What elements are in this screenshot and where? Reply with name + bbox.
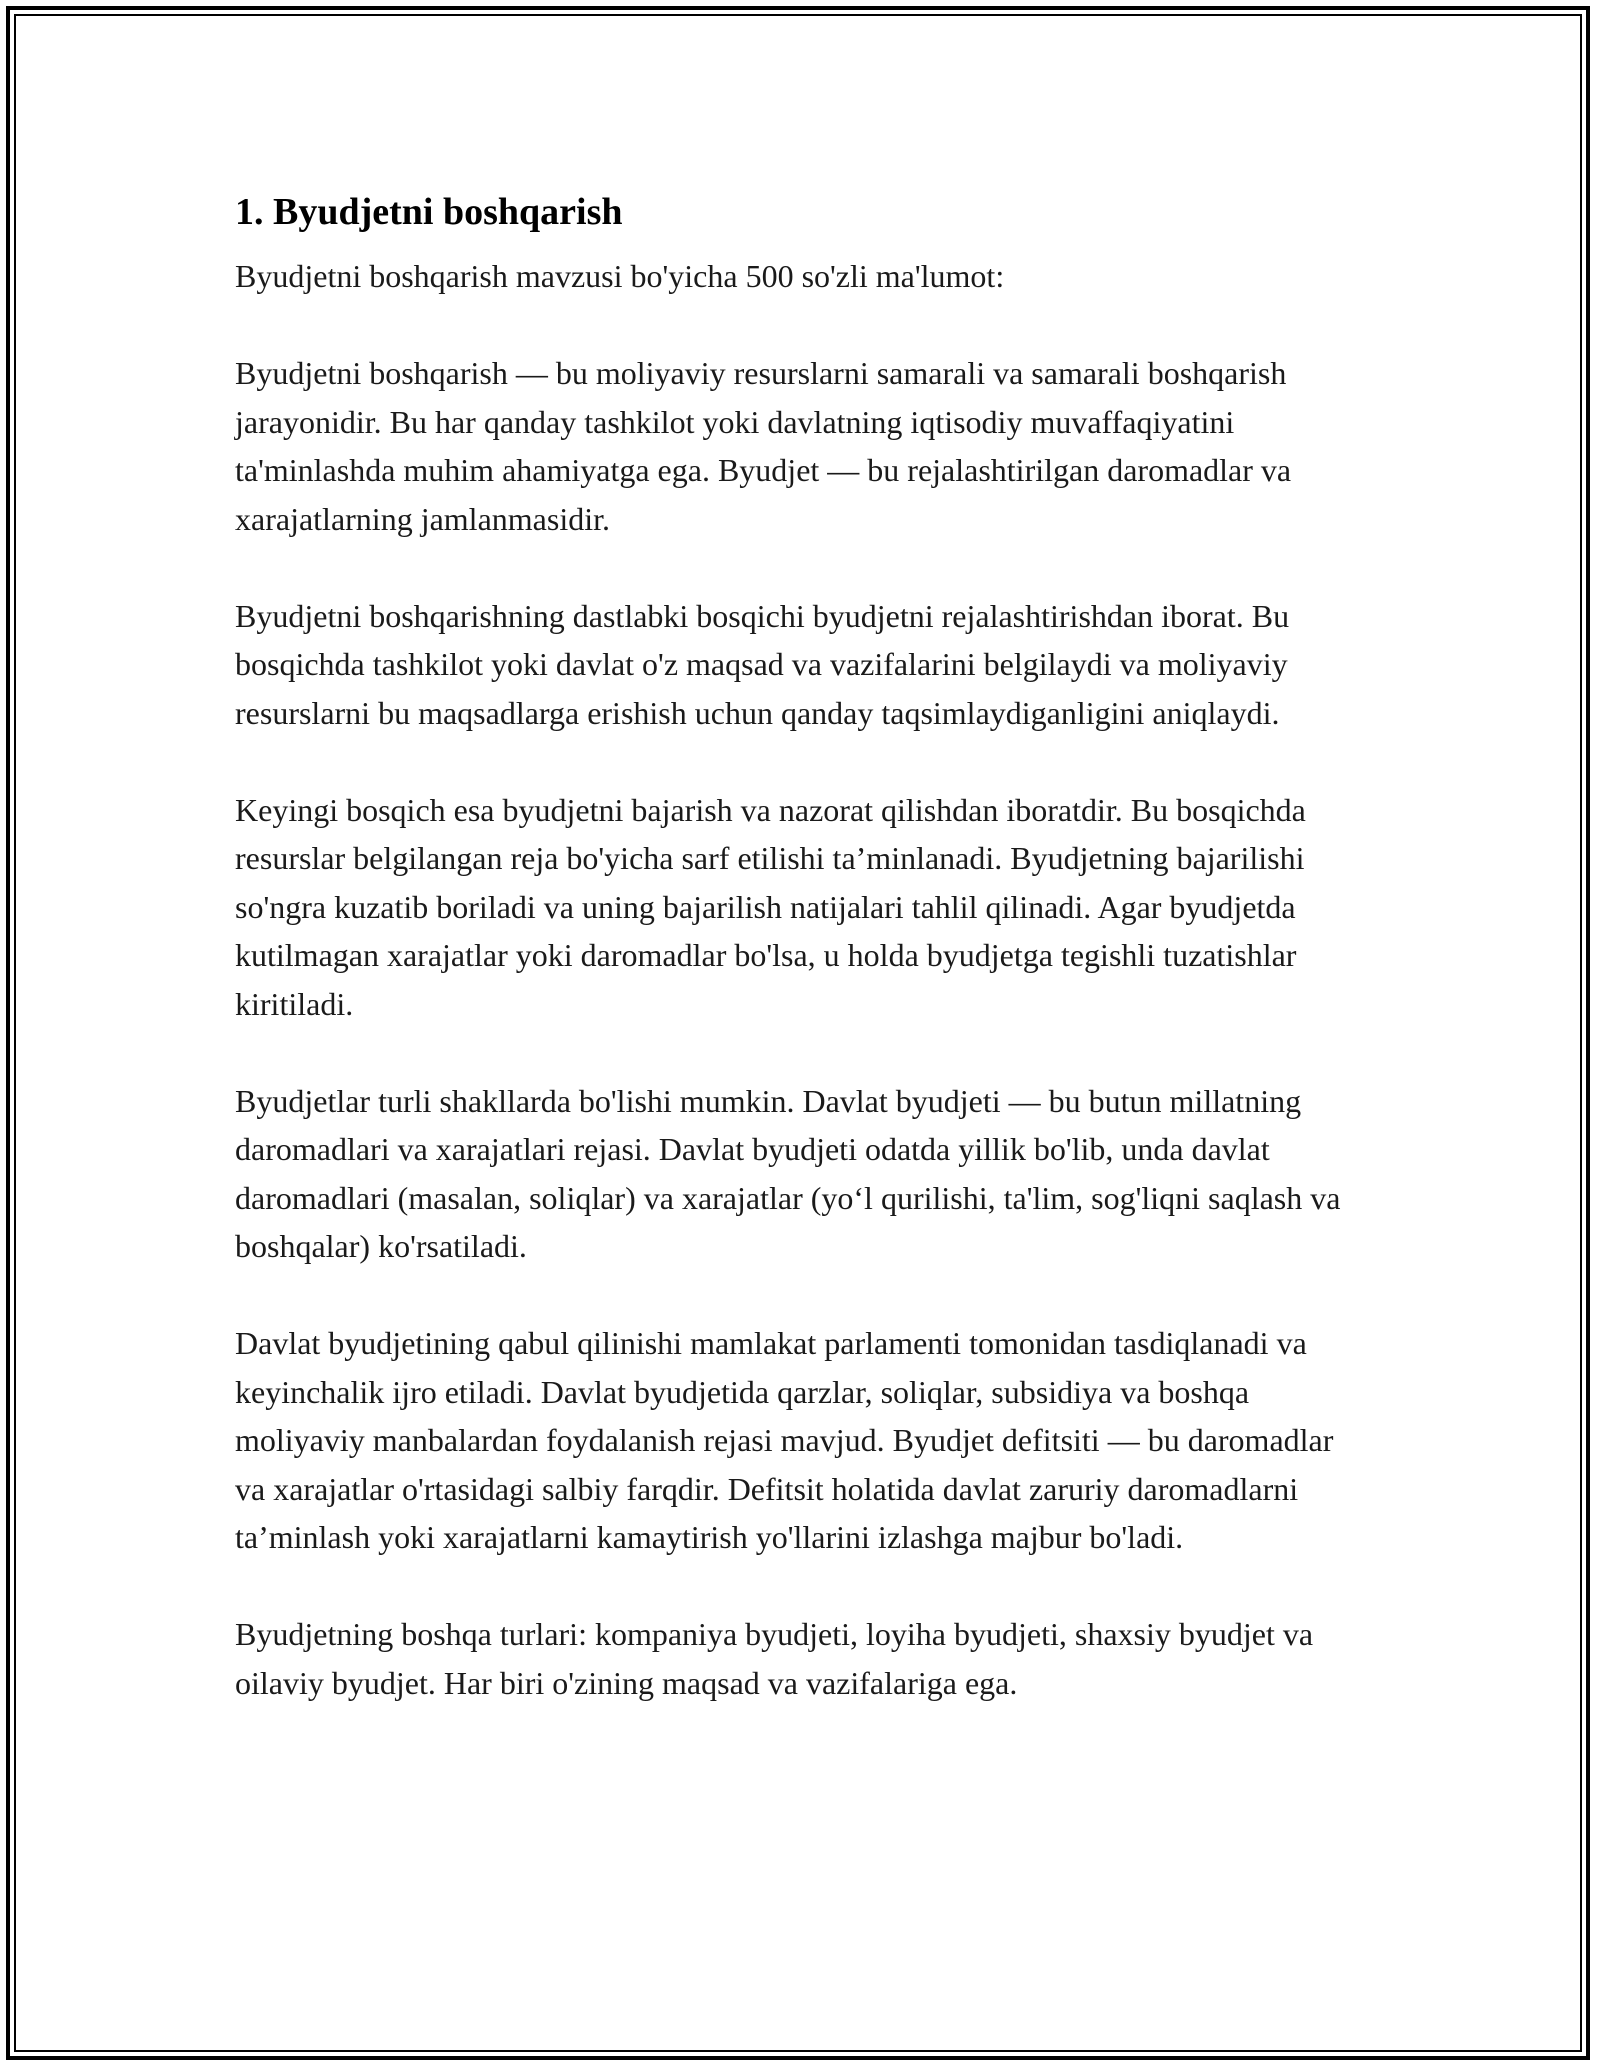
paragraph-2: Byudjetni boshqarishning dastlabki bosqichi byudjetni rejalashtirishdan iborat. Bu bosqichda tashkilot yoki davlat o'z maqsad va vazifalarini belgilaydi va moliyaviy resurslarni bu maqsadlarga erishish uchun qanday taqsimlaydiganligini aniqlaydi. xyxy=(235,597,1290,731)
paragraph-3: Keyingi bosqich esa byudjetni bajarish va nazorat qilishdan iboratdir. Bu bosqichda resurslar belgilangan reja bo'yicha sarf etilishi ta’minlanadi. Byudjetning bajarilishi so'ngra kuzatib boriladi va uning bajarilish natijalari tahlil qilinadi. Agar byudjetda kutilmagan xarajatlar yoki daromadlar bo'lsa, u holda byudjetga tegishli tuzatishlar kiritiladi. xyxy=(235,791,1306,1022)
section-heading: 1. Byudjetni boshqarish xyxy=(235,191,623,233)
document-body xyxy=(235,186,1365,1707)
paragraph-6: Byudjetning boshqa turlari: kompaniya byudjeti, loyiha byudjeti, shaxsiy byudjet va oilaviy byudjet. Har biri o'zining maqsad va vazifalariga ega. xyxy=(235,1616,1314,1701)
paragraph-1: Byudjetni boshqarish — bu moliyaviy resurslarni samarali va samarali boshqarish jarayonidir. Bu har qanday tashkilot yoki davlatning iqtisodiy muvaffaqiyatini ta'minlashda muhim ahamiyatga ega. Byudjet — bu rejalashtirilgan daromadlar va xarajatlarning jamlanmasidir. xyxy=(235,355,1292,537)
intro-paragraph: Byudjetni boshqarish mavzusi bo'yicha 500 so'zli ma'lumot: xyxy=(235,258,1005,294)
paragraph-4: Byudjetlar turli shakllarda bo'lishi mumkin. Davlat byudjeti — bu butun millatning daromadlari va xarajatlari rejasi. Davlat byudjeti odatda yillik bo'lib, unda davlat daromadlari (masalan, soliqlar) va xarajatlar (yo‘l qurilishi, ta'lim, sog'liqni saqlash va boshqalar) ko'rsatiladi. xyxy=(235,1082,1341,1264)
paragraph-5: Davlat byudjetining qabul qilinishi mamlakat parlamenti tomonidan tasdiqlanadi va keyinchalik ijro etiladi. Davlat byudjetida qarzlar, soliqlar, subsidiya va boshqa moliyaviy manbalardan foydalanish rejasi mavjud. Byudjet defitsiti — bu daromadlar va xarajatlar o'rtasidagi salbiy farqdir. Defitsit holatida davlat zaruriy daromadlarni ta’minlash yoki xarajatlarni kamaytirish yo'llarini izlashga majbur bo'ladi. xyxy=(235,1325,1334,1555)
